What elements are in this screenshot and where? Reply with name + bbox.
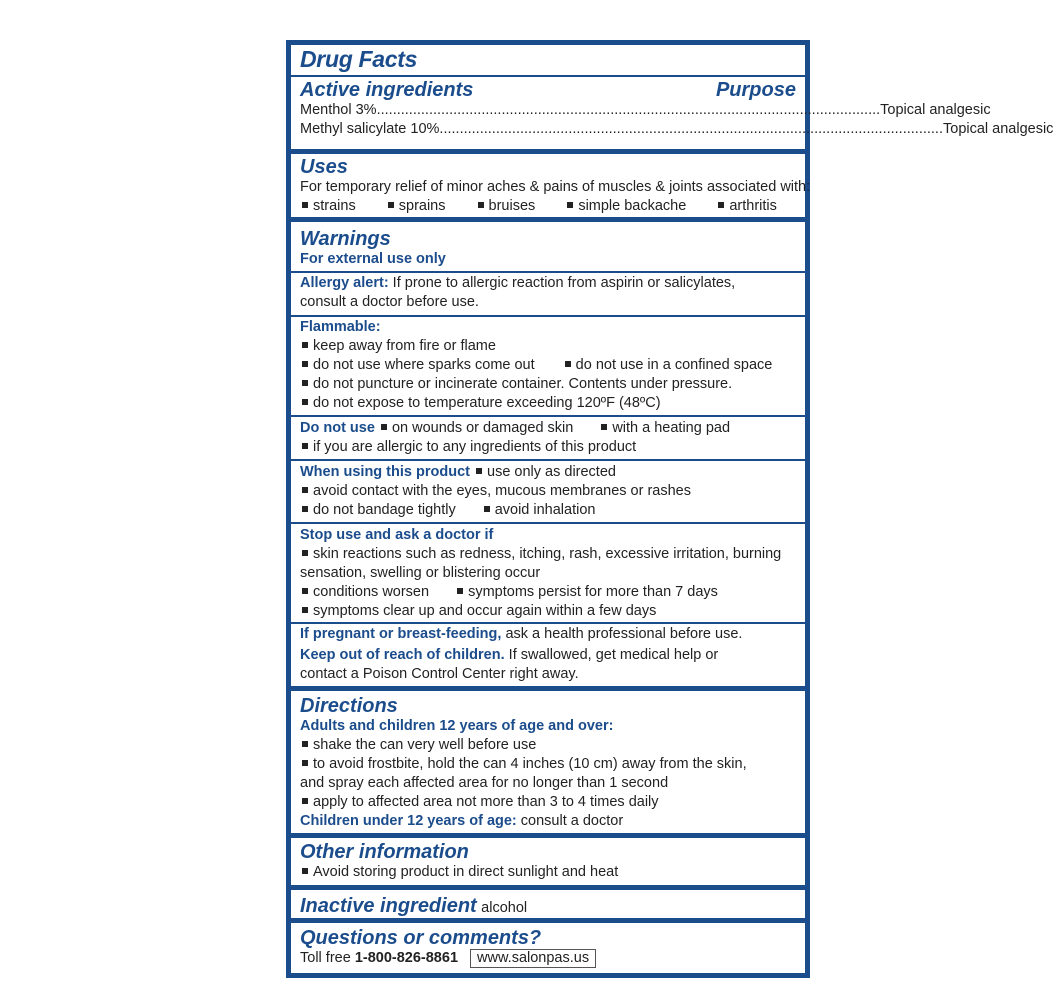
- divider: [291, 415, 805, 417]
- website-link[interactable]: www.salonpas.us: [470, 949, 596, 968]
- flammable-item: do not use in a confined space: [575, 357, 773, 373]
- do-not-use-item: if you are allergic to any ingredients of this product: [313, 439, 637, 455]
- ingredient-purpose: Topical analgesic: [943, 121, 1053, 137]
- divider: [291, 918, 805, 923]
- stop-use-label: Stop use and ask a doctor if: [300, 527, 494, 543]
- drug-facts-panel: [286, 40, 1053, 978]
- keep-out-text: If swallowed, get medical help or: [504, 647, 719, 663]
- allergy-text: If prone to allergic reaction from aspirin or salicylates,: [388, 275, 736, 291]
- when-using-label: When using this product: [300, 464, 470, 480]
- directions-item: apply to affected area not more than 3 to 4 times daily: [313, 794, 659, 810]
- bullet-icon: [302, 550, 308, 556]
- allergy-text: consult a doctor before use.: [300, 294, 479, 310]
- inactive-section: [291, 895, 805, 918]
- pregnant-section: [291, 625, 805, 684]
- bullet-icon: [381, 424, 387, 430]
- bullet-icon: [302, 868, 308, 874]
- uses-heading: Uses: [300, 156, 348, 178]
- do-not-use-label: Do not use: [300, 420, 375, 436]
- uses-list: [300, 197, 796, 216]
- stop-use-item: conditions worsen: [313, 584, 430, 600]
- inactive-heading: Inactive ingredient: [300, 895, 477, 917]
- other-info-section: [291, 841, 805, 882]
- bullet-icon: [302, 798, 308, 804]
- children-label: Children under 12 years of age:: [300, 813, 517, 829]
- divider: [291, 686, 805, 691]
- questions-heading: Questions or comments?: [300, 927, 542, 949]
- ingredient-row: [300, 120, 1053, 139]
- external-use: For external use only: [300, 251, 446, 267]
- do-not-use-section: [291, 419, 805, 457]
- bullet-icon: [302, 399, 308, 405]
- stop-use-item: sensation, swelling or blistering occur: [300, 565, 541, 581]
- dot-leader: .............................................................................................................................: [376, 102, 881, 118]
- dot-leader: .............................................................................................................................: [439, 121, 943, 137]
- flammable-section: [291, 318, 805, 413]
- other-info-heading: Other information: [300, 841, 469, 863]
- bullet-icon: [302, 741, 308, 747]
- divider: [291, 885, 805, 890]
- ingredient-name: Methyl salicylate 10%: [300, 121, 440, 137]
- bullet-icon: [302, 342, 308, 348]
- ingredient-row: [300, 101, 991, 120]
- divider: [291, 315, 805, 317]
- active-ingredients-heading: Active ingredients: [300, 79, 474, 101]
- divider: [291, 622, 805, 624]
- purpose-heading: Purpose: [715, 79, 796, 101]
- directions-item: to avoid frostbite, hold the can 4 inches (10 cm) away from the skin,: [313, 756, 747, 772]
- keep-out-label: Keep out of reach of children.: [300, 647, 505, 663]
- uses-item: sprains: [398, 198, 446, 214]
- when-using-item: avoid inhalation: [494, 502, 596, 518]
- divider: [291, 271, 805, 273]
- divider: [291, 75, 805, 77]
- bullet-icon: [567, 202, 573, 208]
- divider: [291, 833, 805, 838]
- children-text: consult a doctor: [516, 813, 624, 829]
- bullet-icon: [302, 760, 308, 766]
- bullet-icon: [302, 607, 308, 613]
- divider: [291, 149, 805, 154]
- directions-heading: Directions: [300, 695, 398, 717]
- uses-section: [291, 156, 811, 216]
- drug-facts-header: [291, 47, 805, 72]
- bullet-icon: [302, 380, 308, 386]
- when-using-section: [291, 463, 805, 520]
- bullet-icon: [302, 588, 308, 594]
- stop-use-item: symptoms persist for more than 7 days: [468, 584, 718, 600]
- pregnant-label: If pregnant or breast-feeding,: [300, 626, 502, 642]
- warnings-heading: Warnings: [300, 228, 391, 250]
- ingredient-purpose: Topical analgesic: [880, 102, 991, 118]
- bullet-icon: [565, 361, 571, 367]
- flammable-item: do not puncture or incinerate container. Contents under pressure.: [313, 376, 733, 392]
- flammable-item: keep away from fire or flame: [313, 338, 496, 354]
- active-ingredients-section: [291, 79, 1053, 139]
- adults-label: Adults and children 12 years of age and over:: [300, 718, 614, 734]
- stop-use-section: [291, 526, 805, 621]
- uses-item: bruises: [488, 198, 536, 214]
- bullet-icon: [478, 202, 484, 208]
- pregnant-text: ask a health professional before use.: [501, 626, 743, 642]
- bullet-icon: [457, 588, 463, 594]
- directions-item: and spray each affected area for no longer than 1 second: [300, 775, 669, 791]
- divider: [291, 522, 805, 524]
- bullet-icon: [302, 506, 308, 512]
- stop-use-item: symptoms clear up and occur again within a few days: [313, 603, 657, 619]
- allergy-alert: [291, 274, 805, 312]
- when-using-item: use only as directed: [487, 464, 616, 480]
- allergy-label: Allergy alert:: [300, 275, 389, 291]
- phone-number[interactable]: 1-800-826-8861: [354, 950, 459, 966]
- ingredient-name: Menthol 3%: [300, 102, 377, 118]
- directions-item: shake the can very well before use: [313, 737, 537, 753]
- uses-item: arthritis: [729, 198, 777, 214]
- bullet-icon: [302, 443, 308, 449]
- bullet-icon: [476, 468, 482, 474]
- stop-use-item: skin reactions such as redness, itching, rash, excessive irritation, burning: [313, 546, 782, 562]
- flammable-label: Flammable:: [300, 319, 381, 335]
- divider: [291, 459, 805, 461]
- flammable-item: do not use where sparks come out: [313, 357, 535, 373]
- bullet-icon: [601, 424, 607, 430]
- directions-section: [291, 695, 805, 831]
- drug-facts-title: Drug Facts: [300, 46, 418, 72]
- flammable-item: do not expose to temperature exceeding 120ºF (48ºC): [313, 395, 661, 411]
- bullet-icon: [302, 202, 308, 208]
- questions-section: [291, 927, 805, 968]
- do-not-use-item: on wounds or damaged skin: [391, 420, 574, 436]
- other-info-item: Avoid storing product in direct sunlight and heat: [313, 864, 619, 880]
- bullet-icon: [302, 487, 308, 493]
- inactive-text: alcohol: [481, 900, 528, 916]
- when-using-item: avoid contact with the eyes, mucous membranes or rashes: [313, 483, 691, 499]
- bullet-icon: [484, 506, 490, 512]
- uses-item: simple backache: [578, 198, 687, 214]
- bullet-icon: [388, 202, 394, 208]
- warnings-section: [291, 228, 805, 269]
- keep-out-text: contact a Poison Control Center right away.: [300, 666, 579, 682]
- uses-item: strains: [313, 198, 356, 214]
- bullet-icon: [718, 202, 724, 208]
- bullet-icon: [302, 361, 308, 367]
- toll-free-label: Toll free: [300, 950, 355, 966]
- divider: [291, 217, 805, 222]
- uses-intro: For temporary relief of minor aches & pains of muscles & joints associated with:: [300, 179, 811, 195]
- do-not-use-item: with a heating pad: [612, 420, 731, 436]
- when-using-item: do not bandage tightly: [313, 502, 456, 518]
